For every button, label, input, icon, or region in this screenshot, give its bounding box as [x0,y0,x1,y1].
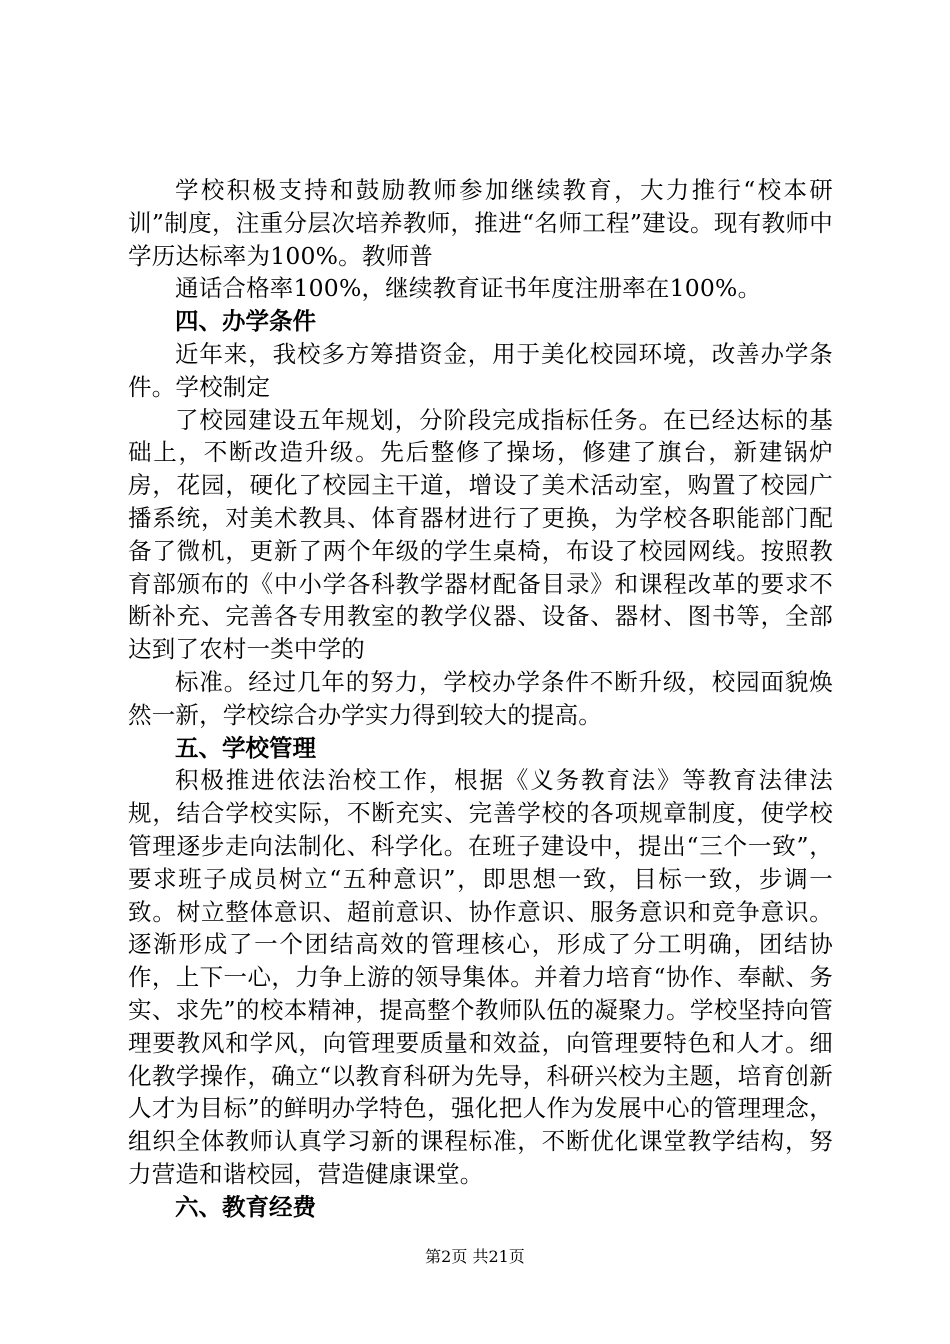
paragraph-pass-rate: 通话合格率100%，继续教育证书年度注册率在100%。 [175,274,762,303]
document-body [128,174,833,1224]
heading-education-funding: 六、教育经费 [175,1192,316,1221]
heading-school-management: 五、学校管理 [175,733,316,762]
paragraph-standard: 标准。经过几年的努力，学校办学条件不断升级，校园面貌焕然一新，学校综合办学实力得到较大的提高。 [128,667,833,729]
paragraph-conditions-intro: 近年来，我校多方筹措资金，用于美化校园环境，改善办学条件。学校制定 [128,339,833,401]
page-footer: 第2页 共21页 [425,1247,525,1266]
paragraph-management: 积极推进依法治校工作，根据《义务教育法》等教育法律法规，结合学校实际，不断充实、完善学校的各项规章制度，使学校管理逐步走向法制化、科学化。在班子建设中，提出“三个一致”，要求班子成员树立“五种意识”，即思想一致，目标一致，步调一致。树立整体意识、超前意识、协作意识、服务意识和竞争意识。逐渐形成了一个团结高效的管理核心，形成了分工明确，团结协作，上下一心，力争上游的领导集体。并着力培育“协作、奉献、务实、求先”的校本精神，提高整个教师队伍的凝聚力。学校坚持向管理要教风和学风，向管理要质量和效益，向管理要特色和人才。细化教学操作，确立“以教育科研为先导，科研兴校为主题，培育创新人才为目标”的鲜明办学特色，强化把人作为发展中心的管理理念，组织全体教师认真学习新的课程标准，不断优化课堂教学结构，努力营造和谐校园，营造健康课堂。 [128,766,833,1188]
paragraph-campus-plan: 了校园建设五年规划，分阶段完成指标任务。在已经达标的基础上，不断改造升级。先后整修了操场，修建了旗台，新建锅炉房，花园，硬化了校园主干道，增设了美术活动室，购置了校园广播系统，对美术教具、体育器材进行了更换，为学校各职能部门配备了微机，更新了两个年级的学生桌椅，布设了校园网线。按照教育部颁布的《中小学各科教学器材配备目录》和课程改革的要求不断补充、完善各专用教室的教学仪器、设备、器材、图书等，全部达到了农村一类中学的 [128,405,833,664]
paragraph-teacher-training: 学校积极支持和鼓励教师参加继续教育，大力推行“校本研训”制度，注重分层次培养教师，推进“名师工程”建设。现有教师中学历达标率为100%。教师普 [128,176,833,270]
heading-school-conditions: 四、办学条件 [175,307,316,336]
